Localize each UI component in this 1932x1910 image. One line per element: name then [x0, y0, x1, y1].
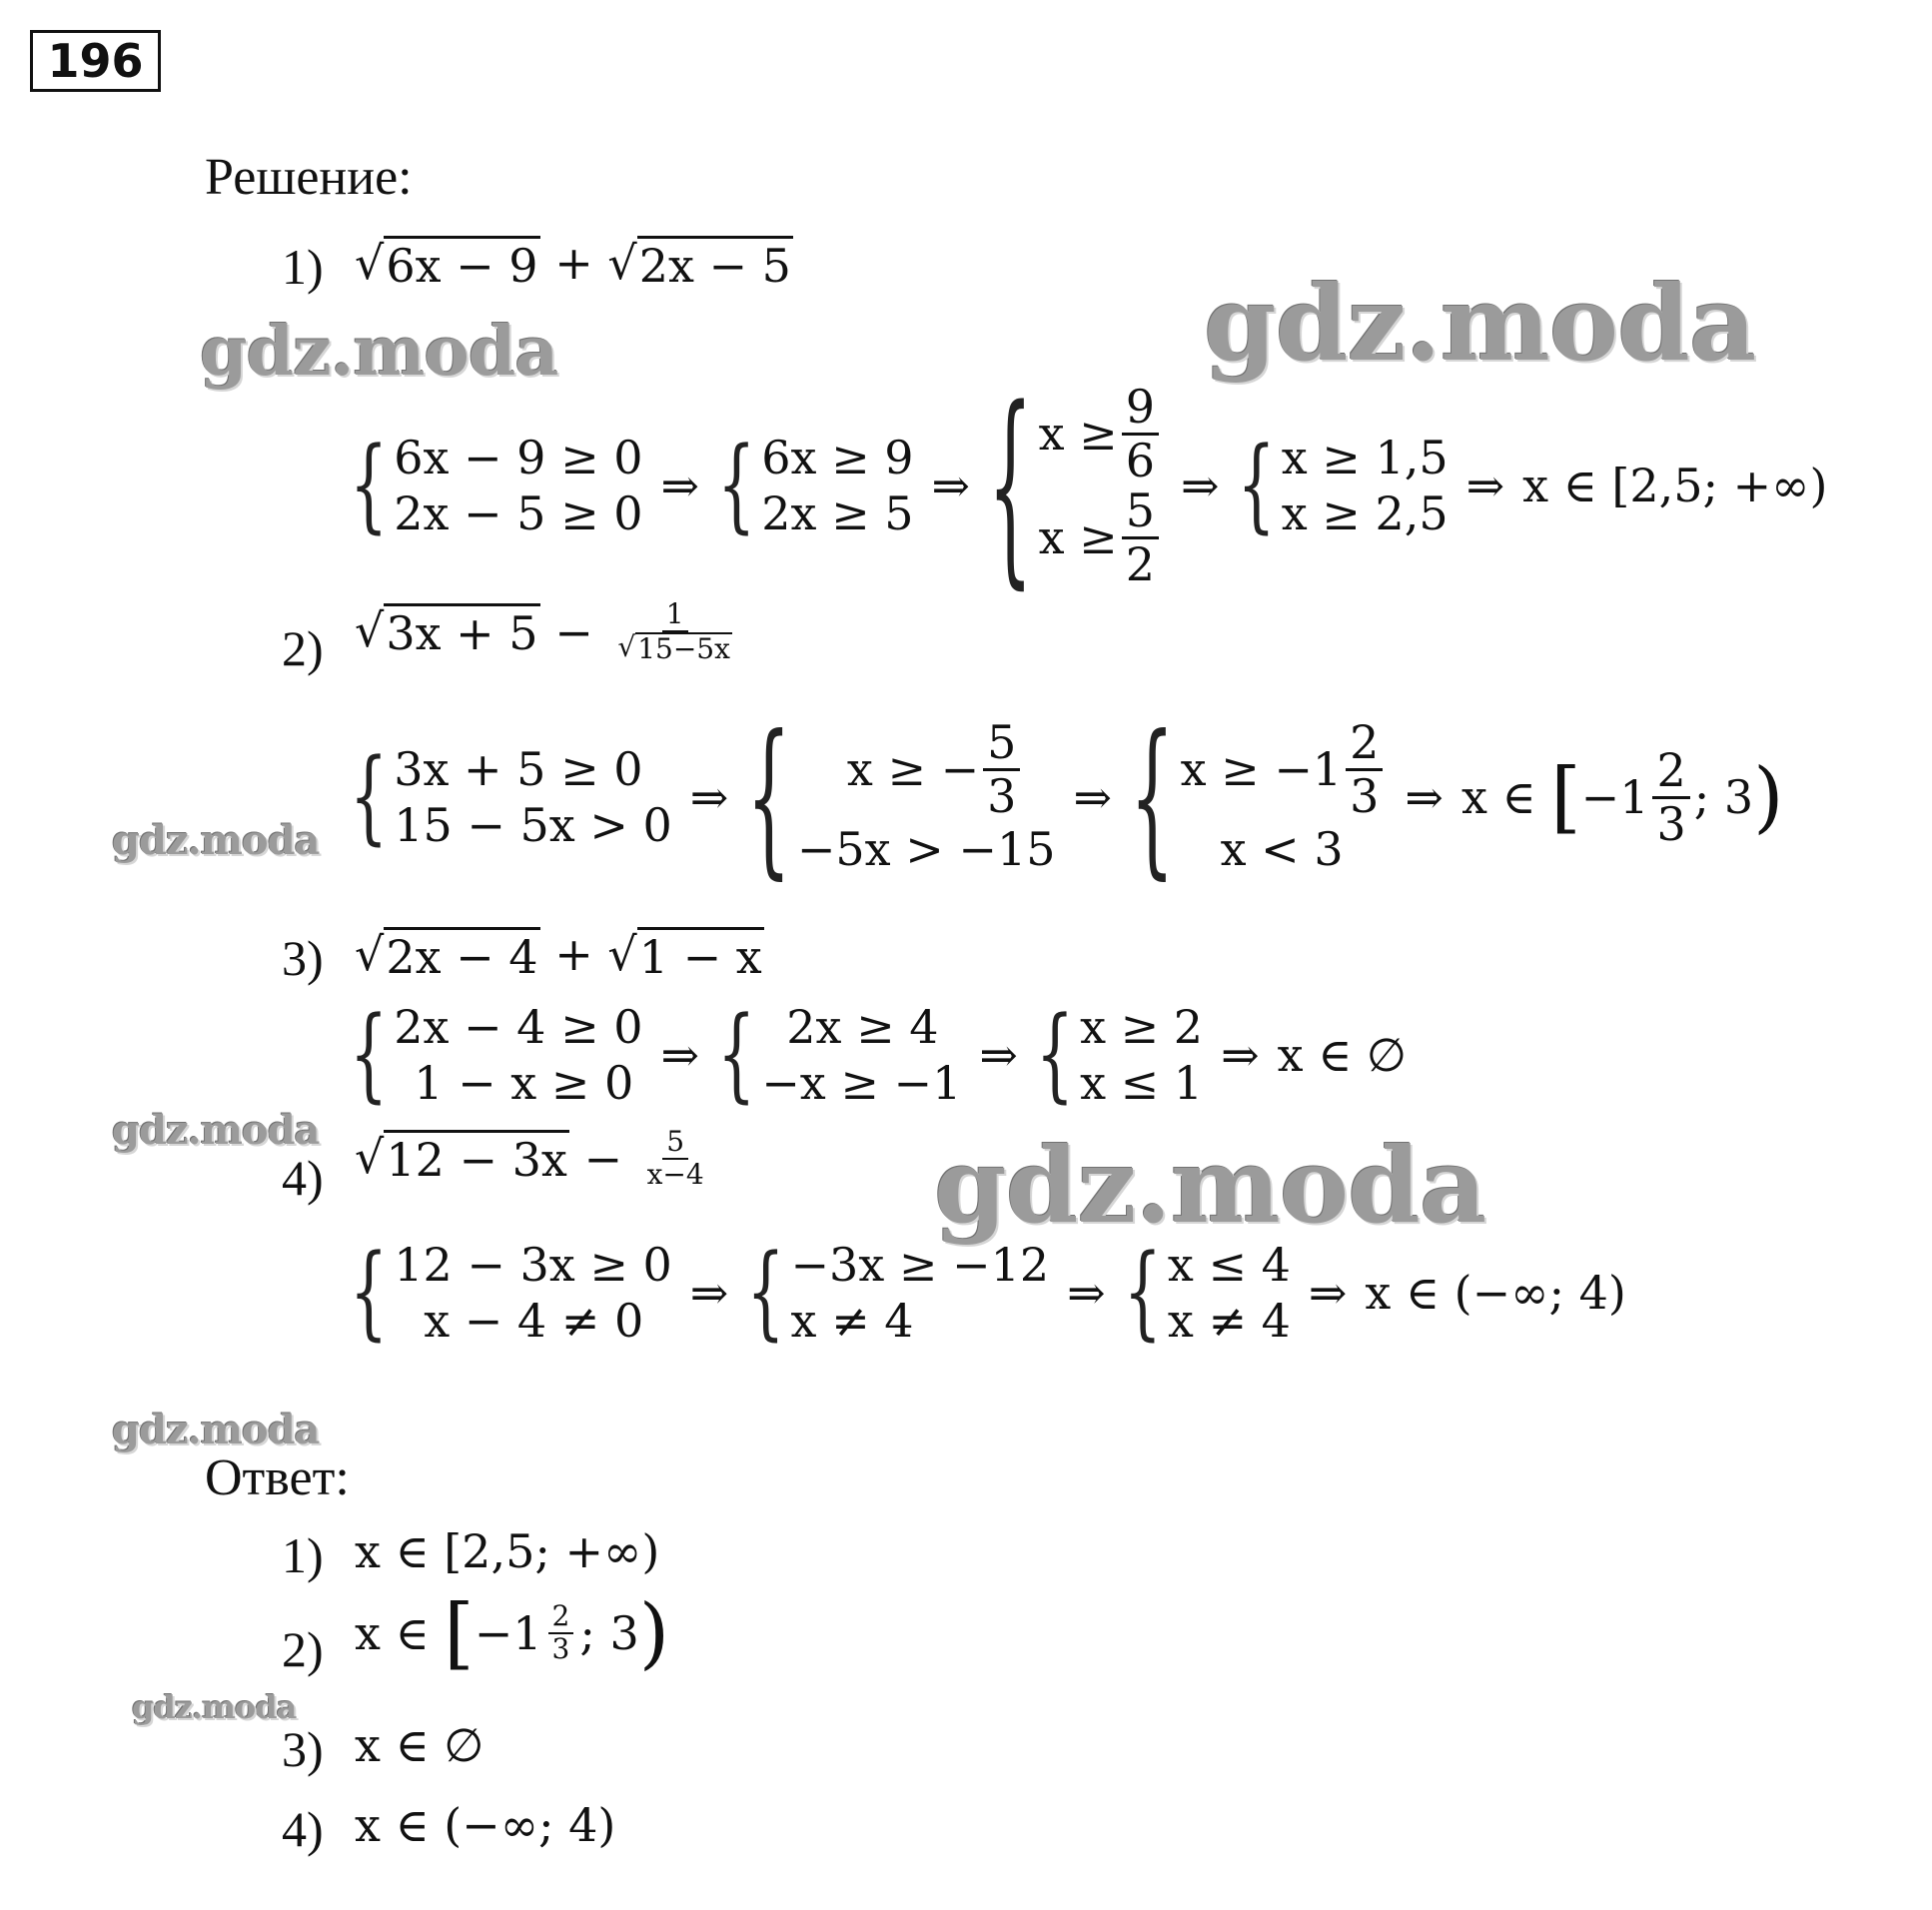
answer-heading: Ответ: [205, 1449, 350, 1506]
item-2-system-3: { x ≥ −1 $\frac{2}{3}$ x < 3 [1130, 717, 1387, 877]
problem-number: 196 [30, 30, 161, 92]
watermark: gdz.moda [200, 312, 558, 392]
item-2-number: 2) [282, 620, 324, 676]
answer-1-number: 1) [282, 1527, 324, 1583]
item-2-expression: √ 3x + 5 − 1 √ 15−5x [355, 597, 730, 665]
item-1-system-4: { x ≥ 1,5 x ≥ 2,5 [1237, 426, 1449, 545]
item-1-system-2: { 6x ≥ 9 2x ≥ 5 [717, 426, 914, 545]
item-2-system-1: { 3x + 5 ≥ 0 15 − 5x > 0 [350, 737, 672, 857]
answer-3: x ∈ ∅ [355, 1718, 484, 1772]
answer-3-number: 3) [282, 1721, 324, 1777]
item-3-number: 3) [282, 930, 324, 986]
solution-heading: Решение: [205, 149, 413, 206]
item-2-result: x ∈ [ −1 $\frac{2}{3}$ ; 3 ) [1460, 743, 1784, 851]
item-2-system-2: { x ≥ − $\frac{5}{3}$ −5x > −15 [746, 698, 1056, 896]
item-3-result: x ∈ ∅ [1277, 1028, 1407, 1083]
item-1-derivation: { 6x − 9 ≥ 0 2x − 5 ≥ 0 ⇒ { 6x ≥ 9 2x ≥ 5 ⇒ { x ≥ $\frac{9}{6}$ x ≥ $\frac{5}{2}$ ⇒ { x ≥ 1,5 x ≥ 2,5 ⇒ x ∈ [2,5; +∞) [350, 363, 1828, 609]
item-1-system-3: { x ≥ $\frac{9}{6}$ x ≥ $\frac{5}{2}$ [988, 382, 1163, 589]
answer-4: x ∈ (−∞; 4) [355, 1798, 616, 1852]
watermark: gdz.moda [112, 1407, 320, 1453]
item-3-system-1: { 2x − 4 ≥ 0 1 − x ≥ 0 [350, 995, 643, 1115]
item-1-system-1: { 6x − 9 ≥ 0 2x − 5 ≥ 0 [350, 426, 643, 545]
item-1-number: 1) [282, 239, 324, 295]
answer-4-number: 4) [282, 1801, 324, 1857]
item-4-derivation: { 12 − 3x ≥ 0 x − 4 ≠ 0 ⇒ { −3x ≥ −12 x ≠ 4 ⇒ { x ≤ 4 x ≠ 4 ⇒ x ∈ (−∞; 4) [350, 1233, 1626, 1353]
watermark: gdz.moda [132, 1688, 297, 1726]
watermark: gdz.moda [112, 1107, 320, 1154]
answer-1: x ∈ [2,5; +∞) [355, 1524, 660, 1578]
item-4-expression: √ 12 − 3x − $\frac{5}{x-4}$ [355, 1125, 704, 1191]
item-1-result: x ∈ [2,5; +∞) [1522, 459, 1828, 513]
item-4-result: x ∈ (−∞; 4) [1365, 1266, 1626, 1321]
answer-2: x ∈ [ −1 2 3 ; 3 ) [355, 1588, 670, 1678]
item-4-system-3: { x ≤ 4 x ≠ 4 [1123, 1233, 1291, 1353]
watermark: gdz.moda [112, 817, 320, 864]
watermark: gdz.moda [934, 1124, 1486, 1247]
item-2-derivation: { 3x + 5 ≥ 0 15 − 5x > 0 ⇒ { x ≥ − $\frac{5}{3}$ −5x > −15 ⇒ { x ≥ −1 $\frac{2}{3}$ x < 3 ⇒ x ∈ [ −1 $\frac{2}{3}$ ; 3 ) [350, 698, 1784, 896]
item-3-expression: √ 2x − 4 + √ 1 − x [355, 927, 762, 984]
watermark: gdz.moda [1204, 262, 1756, 385]
answer-2-number: 2) [282, 1621, 324, 1677]
item-4-system-1: { 12 − 3x ≥ 0 x − 4 ≠ 0 [350, 1233, 672, 1353]
item-3-derivation: { 2x − 4 ≥ 0 1 − x ≥ 0 ⇒ { 2x ≥ 4 −x ≥ −1 ⇒ { x ≥ 2 x ≤ 1 ⇒ x ∈ ∅ [350, 995, 1407, 1115]
item-1-expression: √ 6x − 9 + √ 2x − 5 [355, 236, 791, 293]
item-4-number: 4) [282, 1150, 324, 1206]
item-3-system-2: { 2x ≥ 4 −x ≥ −1 [717, 995, 962, 1115]
item-4-system-2: { −3x ≥ −12 x ≠ 4 [746, 1233, 1050, 1353]
item-3-system-3: { x ≥ 2 x ≤ 1 [1035, 995, 1204, 1115]
